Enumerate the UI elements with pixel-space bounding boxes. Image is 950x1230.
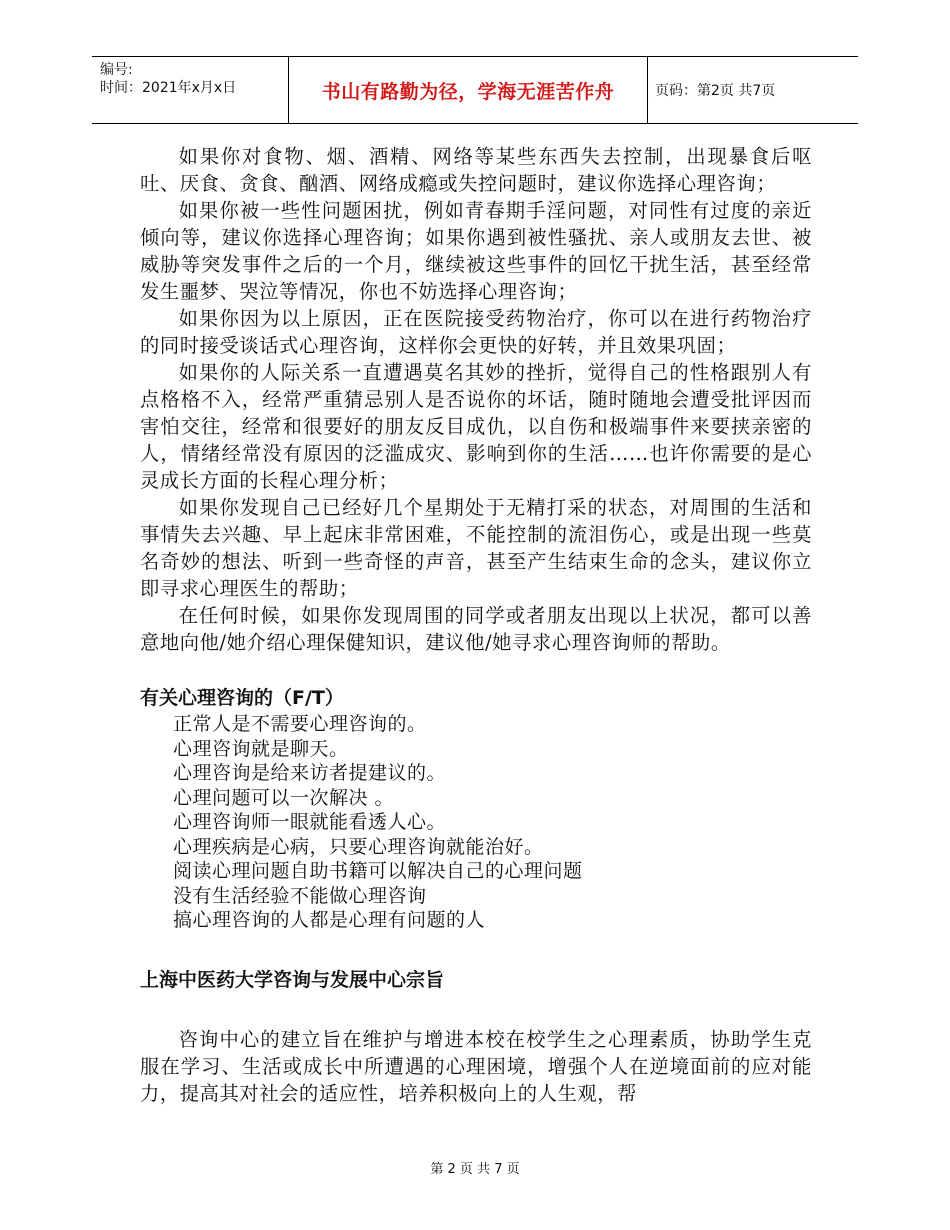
- ft-statement: 阅读心理问题自助书籍可以解决自己的心理问题: [173, 860, 583, 882]
- center-section-heading: 上海中医药大学咨询与发展中心宗旨: [140, 968, 445, 991]
- ft-statement: 心理咨询是给来访者提建议的。: [173, 762, 447, 784]
- document-time-label: 时间：2021年x月x日: [100, 80, 237, 96]
- ft-statement: 心理疾病是心病，只要心理咨询就能治好。: [173, 835, 544, 858]
- ft-statement: 正常人是不需要心理咨询的。: [173, 713, 427, 735]
- ft-section-heading: 有关心理咨询的（F/T）: [140, 687, 344, 709]
- header-meta-cell: [92, 57, 288, 123]
- header-page-cell: [647, 57, 858, 123]
- ft-statement-list: [140, 712, 812, 933]
- paragraph: 如果你对食物、烟、酒精、网络等某些东西失去控制，出现暴食后呕吐、厌食、贪食、酗酒、网络成瘾或失控问题时，建议你选择心理咨询；: [140, 145, 812, 195]
- document-number-label: 编号:: [100, 62, 133, 78]
- paragraph: 如果你因为以上原因，正在医院接受药物治疗，你可以在进行药物治疗的同时接受谈话式心理咨询，这样你会更快的好转，并且效果巩固；: [140, 307, 812, 357]
- paragraph: 如果你发现自己已经好几个星期处于无精打采的状态，对周围的生活和事情失去兴趣、早上起床非常困难，不能控制的流泪伤心，或是出现一些莫名奇妙的想法、听到一些奇怪的声音，甚至产生结束生命的念头，建议你立即寻求心理医生的帮助；: [140, 496, 812, 600]
- header-motto-cell: [288, 57, 648, 123]
- document-header: [92, 56, 858, 124]
- ft-statement: 心理咨询就是聊天。: [173, 737, 349, 760]
- ft-statement: 搞心理咨询的人都是心理有问题的人: [173, 909, 486, 931]
- ft-statement: 心理咨询师一眼就能看透人心。: [173, 811, 447, 833]
- document-body: [140, 143, 812, 1107]
- header-motto: 书山有路勤为径，学海无涯苦作舟: [321, 80, 615, 103]
- paragraph: 如果你被一些性问题困扰，例如青春期手淫问题，对同性有过度的亲近倾向等，建议你选择心理咨询；如果你遇到被性骚扰、亲人或朋友去世、被威胁等突发事件之后的一个月，继续被这些事件的回忆干扰生活，甚至经常发生噩梦、哭泣等情况，你也不妨选择心理咨询；: [140, 199, 812, 303]
- page-footer: 第 2 页 共 7 页: [430, 1162, 520, 1177]
- paragraph: 如果你的人际关系一直遭遇莫名其妙的挫折，觉得自己的性格跟别人有点格格不入，经常严重猜忌别人是否说你的坏话，随时随地会遭受批评因而害怕交往，经常和很要好的朋友反目成仇，以自伤和极端事件来要挟亲密的人，情绪经常没有原因的泛滥成灾、影响到你的生活……也许你需要的是心灵成长方面的长程心理分析；: [140, 361, 812, 492]
- header-page-label: 页码：第2页 共7页: [655, 83, 776, 99]
- center-purpose-paragraph: 咨询中心的建立旨在维护与增进本校在校学生之心理素质，协助学生克服在学习、生活或成长中所遭遇的心理困境，增强个人在逆境面前的应对能力，提高其对社会的适应性，培养积极向上的人生观，帮: [140, 1027, 812, 1105]
- ft-statement: 没有生活经验不能做心理咨询: [173, 884, 427, 907]
- ft-statement: 心理问题可以一次解决 。: [173, 786, 395, 809]
- paragraph: 在任何时候，如果你发现周围的同学或者朋友出现以上状况，都可以善意地向他/她介绍心理保健知识，建议他/她寻求心理咨询师的帮助。: [140, 604, 812, 654]
